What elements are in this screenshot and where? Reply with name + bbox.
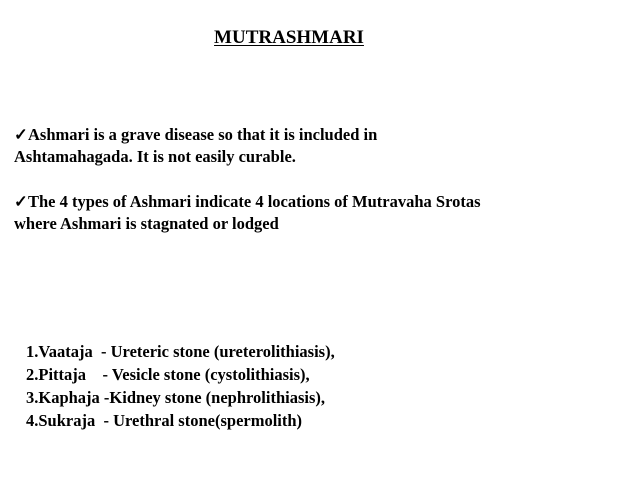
check-icon: ✓ — [14, 192, 28, 211]
slide-title: MUTRASHMARI — [214, 27, 364, 48]
list-item: 4.Sukraja - Urethral stone(spermolith) — [26, 411, 303, 430]
list-item: 1.Vaataja - Ureteric stone (ureterolithiasis), — [26, 342, 335, 361]
bullet-item — [14, 191, 634, 235]
check-icon: ✓ — [14, 125, 28, 144]
list-item: 3.Kaphaja -Kidney stone (nephrolithiasis), — [26, 388, 326, 407]
list-item: 2.Pittaja - Vesicle stone (cystolithiasis), — [26, 365, 310, 384]
bullet-item — [14, 124, 634, 168]
bullet-text: Ashmari is a grave disease so that it is included in Ashtamahagada. It is not easily curable. — [14, 125, 378, 166]
bullet-list — [14, 124, 634, 258]
bullet-text: The 4 types of Ashmari indicate 4 locations of Mutravaha Srotas where Ashmari is stagnated or lodged — [14, 192, 481, 233]
ashmari-types-list — [26, 340, 626, 432]
